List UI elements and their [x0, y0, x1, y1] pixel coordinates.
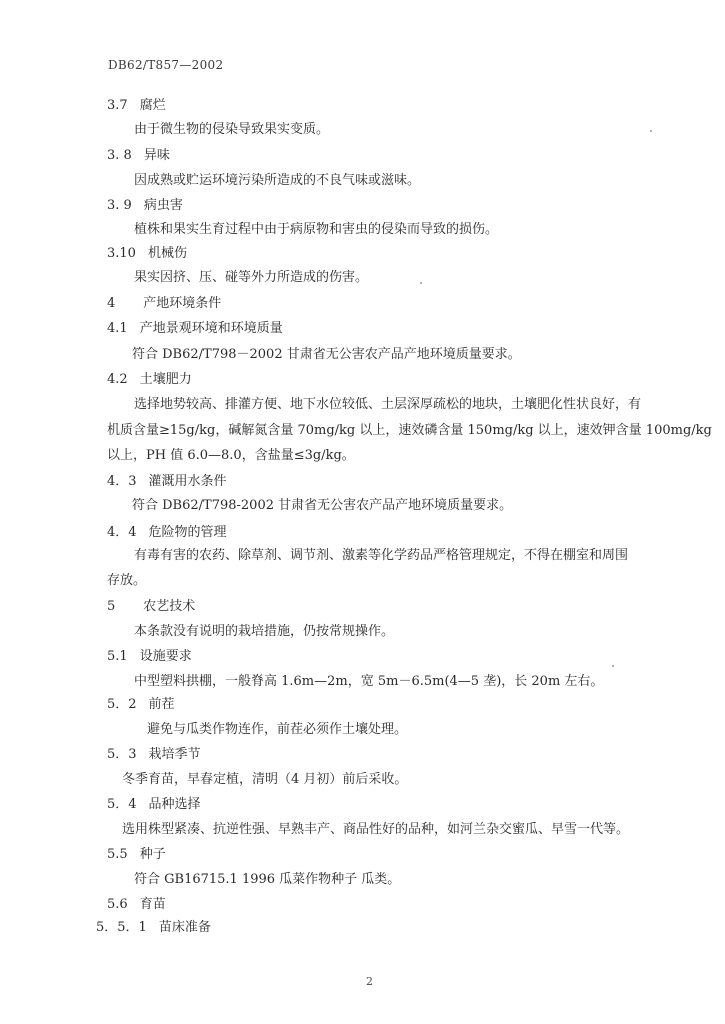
section-title: 苗床准备 [158, 920, 211, 935]
section-heading [107, 372, 192, 388]
section-title: 栽培季节 [148, 747, 201, 762]
scan-speck [420, 282, 422, 284]
body-text: 存放。 [107, 573, 147, 588]
section-number: 5.6 [107, 897, 128, 912]
body-text: 冬季育苗，早春定植，清明（4 月初）前后采收。 [122, 772, 408, 787]
body-text: 本条款没有说明的栽培措施，仍按常规操作。 [134, 624, 395, 639]
body-text: 选择地势较高、排灌方便、地下水位较低、土层深厚疏松的地块，土壤肥化性状良好，有 [134, 397, 642, 412]
body-text: 避免与瓜类作物连作，前茬必须作土壤处理。 [147, 722, 408, 737]
page-number: 2 [366, 975, 373, 988]
scan-speck [612, 665, 614, 667]
section-number: 4.1 [107, 321, 128, 336]
section-heading [107, 525, 227, 541]
section-number: 3.7 [107, 98, 128, 113]
section-title: 品种选择 [148, 797, 201, 812]
section-heading [107, 897, 166, 913]
body-text: 果实因挤、压、碰等外力所造成的伤害。 [134, 270, 369, 285]
section-heading [107, 649, 192, 665]
body-text: 有毒有害的农药、除草剂、调节剂、激素等化学药品严格管理规定，不得在棚室和周围 [134, 548, 629, 563]
section-number: 4．3 [107, 474, 137, 489]
body-text: 机质含量≥15g/kg，碱解氮含量 70mg/kg 以上，速效磷含量 150mg/kg 以上，速效钾含量 100mg/kg [107, 423, 712, 438]
section-number: 3. 9 [107, 198, 132, 213]
section-heading [107, 321, 283, 337]
section-heading [107, 296, 221, 312]
section-title: 腐烂 [139, 98, 166, 113]
section-heading [107, 847, 166, 863]
section-heading [107, 148, 170, 164]
section-heading [107, 474, 227, 490]
section-heading [107, 198, 183, 214]
section-heading [107, 599, 195, 615]
section-number: 5 [107, 599, 116, 614]
section-title: 育苗 [139, 897, 166, 912]
section-number: 5．2 [107, 697, 137, 712]
body-text: 符合 GB16715.1 1996 瓜菜作物种子 瓜类。 [134, 872, 401, 887]
section-title: 病虫害 [143, 198, 183, 213]
body-text: 符合 DB62/T798-2002 甘肃省无公害农产品产地环境质量要求。 [132, 498, 513, 513]
body-text: 由于微生物的侵染导致果实变质。 [134, 122, 330, 137]
section-heading [107, 747, 201, 763]
body-text: 因成熟或贮运环境污染所造成的不良气味或滋味。 [134, 173, 421, 188]
section-number: 3. 8 [107, 148, 132, 163]
section-title: 异味 [143, 148, 170, 163]
body-text: 中型塑料拱棚，一般脊高 1.6m—2m，宽 5m－6.5m(4—5 垄)，长 20m 左右。 [134, 674, 604, 689]
section-number: 4．4 [107, 525, 137, 540]
section-title: 灌溉用水条件 [148, 474, 227, 489]
section-heading [107, 246, 187, 262]
section-title: 产地环境条件 [143, 296, 222, 311]
body-text: 以上，PH 值 6.0—8.0，含盐量≤3g/kg。 [107, 448, 355, 463]
section-number: 5．4 [107, 797, 137, 812]
body-text: 符合 DB62/T798－2002 甘肃省无公害农产品产地环境质量要求。 [132, 347, 521, 362]
section-title: 农艺技术 [143, 599, 196, 614]
body-text: 植株和果实生育过程中由于病原物和害虫的侵染而导致的损伤。 [134, 222, 499, 237]
section-title: 设施要求 [139, 649, 192, 664]
section-title: 危险物的管理 [148, 525, 227, 540]
scan-speck [650, 130, 652, 132]
section-title: 产地景观环境和环境质量 [139, 321, 283, 336]
section-number: 5.5 [107, 847, 128, 862]
section-heading [96, 920, 211, 936]
section-number: 5．5．1 [96, 920, 147, 935]
section-title: 种子 [139, 847, 166, 862]
section-title: 土壤肥力 [139, 372, 192, 387]
section-heading [107, 98, 166, 114]
standard-code-header: DB62/T857—2002 [108, 58, 224, 72]
section-heading [107, 697, 175, 713]
section-number: 3.10 [107, 246, 136, 261]
section-title: 机械伤 [147, 246, 187, 261]
section-number: 5．3 [107, 747, 137, 762]
section-number: 4.2 [107, 372, 128, 387]
section-title: 前茬 [148, 697, 175, 712]
section-heading [107, 797, 201, 813]
section-number: 5.1 [107, 649, 128, 664]
body-text: 选用株型紧凑、抗逆性强、早熟丰产、商品性好的品种，如河兰杂交蜜瓜、早雪一代等。 [122, 822, 630, 837]
section-number: 4 [107, 296, 116, 311]
